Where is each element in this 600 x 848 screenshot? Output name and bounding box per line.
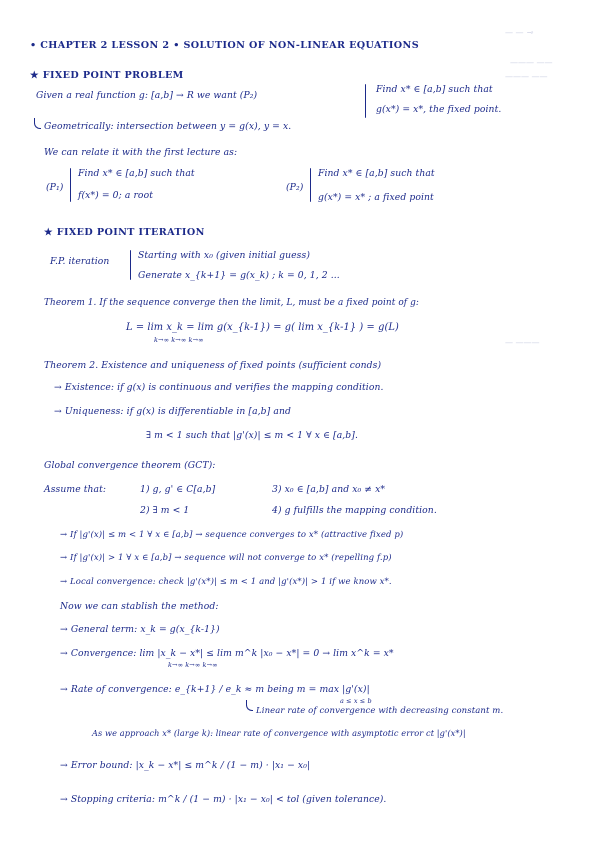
assume-label: Assume that: xyxy=(44,484,107,495)
brace xyxy=(310,168,311,202)
p1-root: f(x*) = 0; a root xyxy=(78,190,153,201)
brace xyxy=(365,84,366,118)
convergence-limits: k→∞ k→∞ k→∞ xyxy=(168,661,218,669)
p2-fixed: g(x*) = x*, the fixed point. xyxy=(376,104,502,115)
error-bound: → Error bound: |x_k − x*| ≤ m^k / (1 − m) · |x₁ − x₀| xyxy=(60,760,311,771)
bleed-through: — ——— xyxy=(505,338,540,347)
relate-line: We can relate it with the first lecture as: xyxy=(44,147,238,158)
rate-line: → Rate of convergence: e_{k+1} / e_k ≈ m being m = max |g'(x)| xyxy=(60,684,370,695)
fixed-point-problem-title: ★ FIXED POINT PROBLEM xyxy=(30,70,184,81)
fp-iteration-label: F.P. iteration xyxy=(50,256,110,267)
uniqueness-condition: ∃ m < 1 such that |g'(x)| ≤ m < 1 ∀ x ∈ [a,b]. xyxy=(146,430,358,441)
fixed-point-iteration-title: ★ FIXED POINT ITERATION xyxy=(44,227,205,238)
bleed-through: ——— —— xyxy=(510,58,553,67)
attractive-rule: → If |g'(x)| ≤ m < 1 ∀ x ∈ [a,b] → sequence converges to x* (attractive fixed p) xyxy=(60,530,404,540)
p2-find: Find x* ∈ [a,b] such that xyxy=(376,84,493,95)
condition-4: 4) g fulfills the mapping condition. xyxy=(272,505,437,516)
gct-title: Global convergence theorem (GCT): xyxy=(44,460,216,471)
brace xyxy=(70,168,71,202)
local-convergence: → Local convergence: check |g'(x*)| ≤ m < 1 and |g'(x*)| > 1 if we know x*. xyxy=(60,577,392,587)
p2r-fixed: g(x*) = x* ; a fixed point xyxy=(318,192,434,203)
hook-arrow-icon xyxy=(34,118,41,129)
fp-generate: Generate x_{k+1} = g(x_k) ; k = 0, 1, 2 ... xyxy=(138,270,340,281)
p1-label: (P₁) xyxy=(46,182,64,193)
convergence-line: → Convergence: lim |x_k − x*| ≤ lim m^k |x₀ − x*| = 0 → lim x^k = x* xyxy=(60,648,394,659)
rate-range: a ≤ x ≤ b xyxy=(340,697,372,705)
rate-note: Linear rate of convergence with decreasing constant m. xyxy=(256,706,504,716)
general-term: → General term: x_k = g(x_{k-1}) xyxy=(60,624,220,635)
theorem-2: Theorem 2. Existence and uniqueness of fixed points (sufficient conds) xyxy=(44,360,382,371)
p1-find: Find x* ∈ [a,b] such that xyxy=(78,168,195,179)
chapter-header: • CHAPTER 2 LESSON 2 • SOLUTION OF NON-LINEAR EQUATIONS xyxy=(30,40,420,51)
condition-1: 1) g, g' ∈ C[a,b] xyxy=(140,484,216,495)
p2-label: (P₂) xyxy=(286,182,304,193)
uniqueness-line: → Uniqueness: if g(x) is differentiable in [a,b] and xyxy=(54,406,291,417)
asymptotic-line: As we approach x* (large k): linear rate of convergence with asymptotic error ct |g'(x*)| xyxy=(92,728,466,738)
hook-arrow-icon xyxy=(246,700,253,711)
condition-3: 3) x₀ ∈ [a,b] and x₀ ≠ x* xyxy=(272,484,386,495)
repelling-rule: → If |g'(x)| > 1 ∀ x ∈ [a,b] → sequence will not converge to x* (repelling f.p) xyxy=(60,553,392,563)
brace xyxy=(130,250,131,280)
stopping-criteria: → Stopping criteria: m^k / (1 − m) · |x₁ − x₀| < tol (given tolerance). xyxy=(60,794,387,805)
theorem-1-limits: k→∞ k→∞ k→∞ xyxy=(154,336,204,344)
condition-2: 2) ∃ m < 1 xyxy=(140,505,190,516)
method-line: Now we can stablish the method: xyxy=(60,601,219,612)
bleed-through: ——— —— xyxy=(505,72,548,81)
p2r-find: Find x* ∈ [a,b] such that xyxy=(318,168,435,179)
given-line: Given a real function g: [a,b] → R we want (P₂) xyxy=(36,90,258,101)
existence-line: → Existence: if g(x) is continuous and verifies the mapping condition. xyxy=(54,382,384,393)
bleed-through: — — ⊸ xyxy=(505,28,533,37)
geometric-line: Geometrically: intersection between y = g(x), y = x. xyxy=(44,121,292,132)
theorem-1-equation: L = lim x_k = lim g(x_{k-1}) = g( lim x_{k-1} ) = g(L) xyxy=(126,322,399,333)
theorem-1: Theorem 1. If the sequence converge then the limit, L, must be a fixed point of g: xyxy=(44,298,419,308)
fp-start: Starting with x₀ (given initial guess) xyxy=(138,250,311,261)
